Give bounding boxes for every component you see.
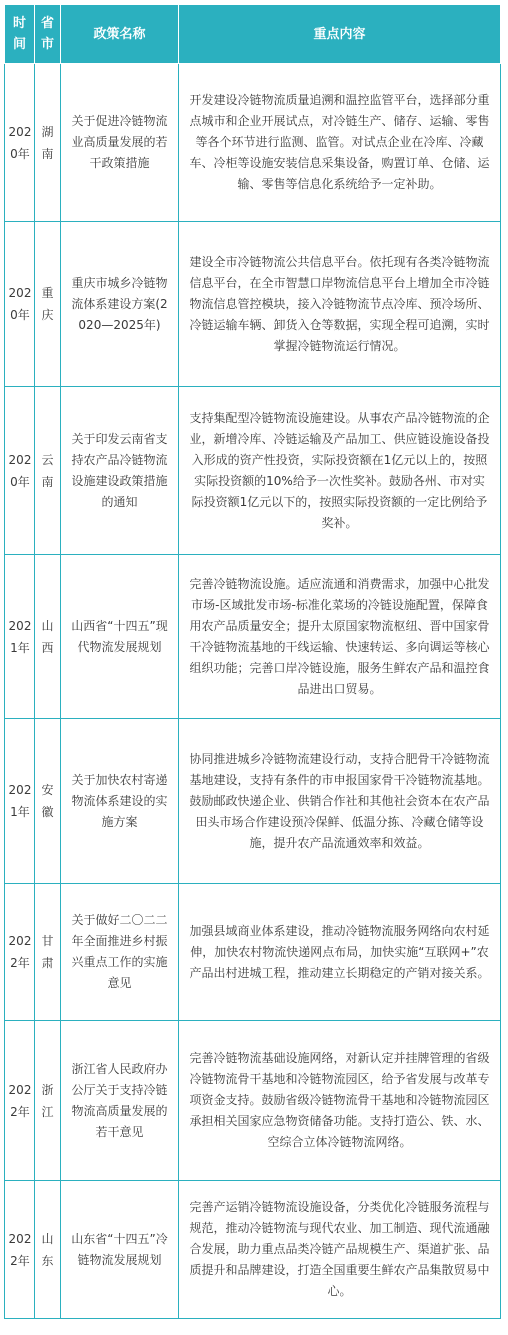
table-row [5,719,501,884]
table-row [5,1181,501,1319]
row-policy-name: 山东省“十四五”冷链物流发展规划 [61,1181,179,1319]
row-year: 2022年 [5,1181,35,1319]
header-policy-name: 政策名称 [61,5,179,64]
table-header-row [5,5,501,64]
row-key-content: 完善产运销冷链物流设施设备，分类优化冷链服务流程与规范，推动冷链物流与现代农业、加工制造、现代流通融合发展，助力重点品类冷链产品规模生产、渠道扩张、品质提升和品牌建设，打造全国重要生鲜农产品集散贸易中心。 [179,1181,501,1319]
row-year: 2022年 [5,884,35,1021]
table-row [5,387,501,555]
table-row [5,222,501,387]
row-province: 山东 [35,1181,61,1319]
policy-table [4,4,501,1319]
row-key-content: 建设全市冷链物流公共信息平台。依托现有各类冷链物流信息平台，在全市智慧口岸物流信息平台上增加全市冷链物流信息管控模块，接入冷链物流节点冷库、预冷场所、冷链运输车辆、卸货入仓等数据，实现全程可追溯，实时掌握冷链物流运行情况。 [179,222,501,387]
row-province: 甘肃 [35,884,61,1021]
table-row [5,884,501,1021]
table-row [5,64,501,222]
row-policy-name: 浙江省人民政府办公厅关于支持冷链物流高质量发展的若干意见 [61,1021,179,1181]
table-row [5,555,501,719]
row-policy-name: 关于印发云南省支持农产品冷链物流设施建设政策措施的通知 [61,387,179,555]
header-time: 时间 [5,5,35,64]
row-policy-name: 山西省“十四五”现代物流发展规划 [61,555,179,719]
row-key-content: 支持集配型冷链物流设施建设。从事农产品冷链物流的企业，新增冷库、冷链运输及产品加工、供应链设施设备投入形成的资产性投资，实际投资额在1亿元以上的，按照实际投资额的10%给予一次性奖补。鼓励各州、市对实际投资额1亿元以下的，按照实际投资额的一定比例给予奖补。 [179,387,501,555]
row-year: 2020年 [5,222,35,387]
row-key-content: 完善冷链物流基础设施网络，对新认定并挂牌管理的省级冷链物流骨干基地和冷链物流园区，给予省发展与改革专项资金支持。鼓励省级冷链物流骨干基地和冷链物流园区承担相关国家应急物资储备功能。支持打造公、铁、水、空综合立体冷链物流网络。 [179,1021,501,1181]
row-key-content: 完善冷链物流设施。适应流通和消费需求，加强中心批发市场-区域批发市场-标准化菜场的冷链设施配置，保障食用农产品质量安全；提升太原国家物流枢纽、晋中国家骨干冷链物流基地的干线运输、快速转运、多向调运等核心组织功能；完善口岸冷链设施，服务生鲜农产品和温控食品进出口贸易。 [179,555,501,719]
row-province: 湖南 [35,64,61,222]
row-policy-name: 关于做好二〇二二年全面推进乡村振兴重点工作的实施意见 [61,884,179,1021]
header-province: 省市 [35,5,61,64]
row-province: 浙江 [35,1021,61,1181]
header-key-content: 重点内容 [179,5,501,64]
row-key-content: 加强县域商业体系建设，推动冷链物流服务网络向农村延伸，加快农村物流快递网点布局，加快实施“互联网+”农产品出村进城工程，推动建立长期稳定的产销对接关系。 [179,884,501,1021]
row-key-content: 协同推进城乡冷链物流建设行动，支持合肥骨干冷链物流基地建设，支持有条件的市申报国家骨干冷链物流基地。鼓励邮政快递企业、供销合作社和其他社会资本在农产品田头市场合作建设预冷保鲜、低温分拣、冷藏仓储等设施，提升农产品流通效率和效益。 [179,719,501,884]
row-policy-name: 关于加快农村寄递物流体系建设的实施方案 [61,719,179,884]
row-policy-name: 关于促进冷链物流业高质量发展的若干政策措施 [61,64,179,222]
row-year: 2022年 [5,1021,35,1181]
row-year: 2021年 [5,555,35,719]
row-policy-name: 重庆市城乡冷链物流体系建设方案(2020—2025年) [61,222,179,387]
row-province: 重庆 [35,222,61,387]
row-key-content: 开发建设冷链物流质量追溯和温控监管平台，选择部分重点城市和企业开展试点，对冷链生产、储存、运输、零售等各个环节进行监测、监管。对试点企业在冷库、冷藏车、冷柜等设施安装信息采集设备，购置订单、仓储、运输、零售等信息化系统给予一定补助。 [179,64,501,222]
row-year: 2021年 [5,719,35,884]
table-row [5,1021,501,1181]
row-year: 2020年 [5,387,35,555]
row-province: 安徽 [35,719,61,884]
row-year: 2020年 [5,64,35,222]
row-province: 山西 [35,555,61,719]
row-province: 云南 [35,387,61,555]
